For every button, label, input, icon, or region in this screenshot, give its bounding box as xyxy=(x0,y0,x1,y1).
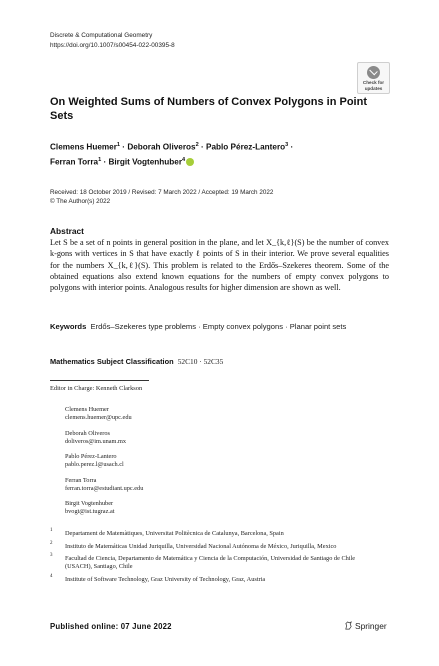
springer-horse-icon xyxy=(344,621,353,630)
email-author-name: Ferran Torra xyxy=(65,476,97,484)
paper-title: On Weighted Sums of Numbers of Convex Polygons in Point Sets xyxy=(50,96,367,122)
journal-header xyxy=(50,31,175,50)
msc-label: Mathematics Subject Classification xyxy=(50,357,174,366)
email-block xyxy=(65,406,143,422)
author-name: Deborah Oliveros xyxy=(127,142,196,152)
affiliation-item xyxy=(50,555,380,571)
affiliation-number: 2 xyxy=(50,540,53,546)
affiliation-text: Institute of Software Technology, Graz University of Technology, Graz, Austria xyxy=(65,576,266,584)
affiliation-number: 4 xyxy=(50,574,53,580)
journal-doi[interactable]: https://doi.org/10.1007/s00454-022-00395-8 xyxy=(50,41,175,49)
affiliations xyxy=(50,530,380,589)
dates-line: Received: 18 October 2019 / Revised: 7 March 2022 / Accepted: 19 March 2022 xyxy=(50,189,274,196)
affiliation-text: Instituto de Matemáticas Unidad Juriquilla, Universidad Nacional Autónoma de México, Juriquilla, Mexico xyxy=(65,542,337,550)
email-block xyxy=(65,430,143,446)
author-name: Pablo Pérez-Lantero xyxy=(205,142,286,152)
affiliation-item xyxy=(50,576,380,584)
author-affiliation-mark: 4 xyxy=(182,157,186,164)
email-author-name: Clemens Huemer xyxy=(65,406,109,413)
email-author-name: Birgit Vogtenhuber xyxy=(65,500,114,508)
check-for-updates-badge[interactable] xyxy=(357,62,390,94)
author-name: Clemens Huemer xyxy=(50,142,117,152)
publication-dates xyxy=(50,188,273,207)
copyright-line: © The Author(s) 2022 xyxy=(50,198,111,206)
publisher-name: Springer xyxy=(355,621,387,631)
author-affiliation-mark: 1 xyxy=(98,157,102,164)
email-block xyxy=(65,453,143,469)
abstract-text: Let S be a set of n points in general position in the plane, and let X_{k,ℓ}(S) be the number of convex k-gons with vertices in S that have exactly ℓ points of S in their interior. We prove several equalities for the numbers X_{k,ℓ}(S). This problem is related to the Erdős–Szekeres theorem. Some of the obtained equations also extend known equations for the numbers of empty convex polygons to polygons with interior points. Analogous results for higher dimension are shown as well. xyxy=(50,238,389,293)
badge-line2: updates xyxy=(364,86,383,91)
abstract-heading: Abstract xyxy=(50,226,84,236)
email-block xyxy=(65,477,143,493)
affiliation-number: 3 xyxy=(50,553,53,559)
affiliation-item xyxy=(50,540,380,551)
affiliation-number: 1 xyxy=(50,528,53,533)
author-affiliation-mark: 1 xyxy=(116,142,121,148)
author-name: Birgit Vogtenhuber xyxy=(108,157,183,167)
email-address[interactable]: doliveros@im.unam.mx xyxy=(65,437,127,445)
email-address[interactable]: pablo.perez.l@usach.cl xyxy=(65,461,124,469)
orcid-icon[interactable] xyxy=(186,158,194,166)
email-author-name: Pablo Pérez-Lantero xyxy=(65,453,117,461)
keywords-text: Erdős–Szekeres type problems · Empty convex polygons · Planar point sets xyxy=(90,322,347,331)
email-address[interactable]: bvogt@ist.tugraz.at xyxy=(65,508,115,516)
affiliation-item xyxy=(50,530,380,538)
affiliation-text: Facultad de Ciencia, Departamento de Matemática y Ciencia de la Computación, Universidad de Santiago de Chile (USACH), Santiago, Chile xyxy=(65,555,356,571)
badge-line1: Check for xyxy=(362,80,385,85)
keywords xyxy=(50,321,385,332)
author-affiliation-mark: 3 xyxy=(285,142,289,148)
email-address[interactable]: clemens.huemer@upc.edu xyxy=(65,414,132,422)
affiliation-text: Departament de Matemàtiques, Universitat Politècnica de Catalunya, Barcelona, Spain xyxy=(65,530,284,537)
editor-note: Editor in Charge: Kenneth Clarkson xyxy=(50,385,143,392)
author-emails xyxy=(65,406,143,524)
published-online: Published online: 07 June 2022 xyxy=(50,622,172,631)
email-author-name: Deborah Oliveros xyxy=(65,429,110,437)
journal-name: Discrete & Computational Geometry xyxy=(50,32,153,39)
email-address[interactable]: ferran.torra@estudiant.upc.edu xyxy=(65,484,144,492)
msc-classification xyxy=(50,357,223,366)
author-name: Ferran Torra xyxy=(50,157,99,167)
author-affiliation-mark: 2 xyxy=(195,142,199,148)
check-for-updates-icon xyxy=(367,66,380,79)
email-block xyxy=(65,500,143,516)
footnote-divider xyxy=(50,380,149,381)
springer-logo xyxy=(344,621,387,631)
msc-codes: 52C10 · 52C35 xyxy=(177,357,224,366)
author-list: Clemens Huemer$^1$ · Deborah Oliveros$^2$ · Pablo Pérez-Lantero$^3$ · Ferran Torra$^1$ · Birgit Vogtenhuber$^4$ xyxy=(50,142,294,167)
keywords-label: Keywords xyxy=(50,322,87,331)
